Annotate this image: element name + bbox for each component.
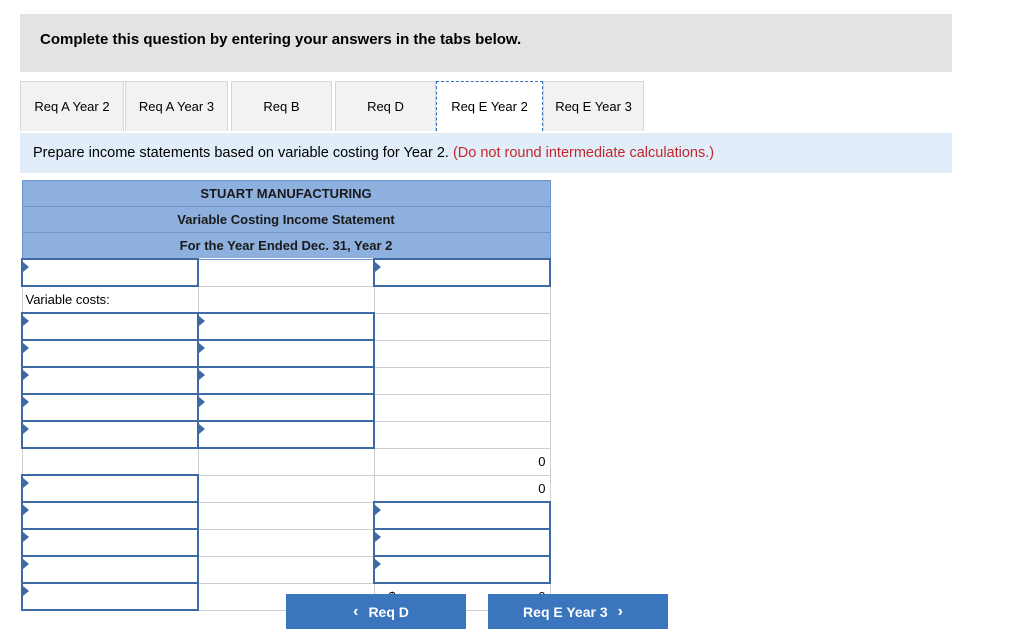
- amount-cell: [198, 286, 374, 313]
- line-item-label-input[interactable]: [22, 259, 198, 286]
- next-button[interactable]: [488, 594, 668, 629]
- income-statement-table: [21, 180, 551, 611]
- amount-input[interactable]: [198, 421, 374, 448]
- total-amount-input[interactable]: [374, 556, 550, 583]
- amount-cell: [374, 394, 550, 421]
- table-row: [22, 475, 550, 502]
- chevron-right-icon: ›: [617, 602, 623, 620]
- table-row: [22, 367, 550, 394]
- line-item-label-input[interactable]: [22, 583, 198, 610]
- line-item-label-input[interactable]: [22, 475, 198, 502]
- table-row: [22, 448, 550, 475]
- table-row: [22, 529, 550, 556]
- table-row: [22, 502, 550, 529]
- amount-input[interactable]: [198, 367, 374, 394]
- line-item-label-input[interactable]: [22, 313, 198, 340]
- total-amount-input[interactable]: [374, 259, 550, 286]
- next-button-label: Req E Year 3: [523, 603, 608, 620]
- instruction-text: Complete this question by entering your answers in the tabs below.: [40, 31, 522, 48]
- line-item-label-input[interactable]: [22, 502, 198, 529]
- tab-req-a-year-2[interactable]: Req A Year 2: [20, 81, 124, 131]
- tab-req-b[interactable]: Req B: [231, 81, 332, 131]
- amount-cell: [198, 448, 374, 475]
- contribution-margin-value: 0: [374, 475, 550, 502]
- amount-input[interactable]: [198, 313, 374, 340]
- amount-input[interactable]: [198, 340, 374, 367]
- line-item-label-input[interactable]: [22, 340, 198, 367]
- amount-cell: [198, 529, 374, 556]
- amount-cell: [374, 367, 550, 394]
- total-amount-input[interactable]: [374, 502, 550, 529]
- total-variable-costs-value: 0: [374, 448, 550, 475]
- table-row: [22, 340, 550, 367]
- amount-cell: [198, 556, 374, 583]
- amount-cell: [198, 475, 374, 502]
- prompt-bar: [20, 133, 952, 173]
- table-row: [22, 421, 550, 448]
- amount-cell: [374, 313, 550, 340]
- total-amount-input[interactable]: [374, 529, 550, 556]
- company-name: STUART MANUFACTURING: [22, 181, 550, 207]
- line-item-label-input[interactable]: [22, 421, 198, 448]
- line-item-label-input[interactable]: [22, 367, 198, 394]
- tab-req-d[interactable]: Req D: [335, 81, 436, 131]
- prompt-text: [33, 145, 714, 161]
- amount-cell: [198, 502, 374, 529]
- prompt-main: Prepare income statements based on variable costing for Year 2.: [33, 145, 449, 161]
- amount-cell: [22, 448, 198, 475]
- table-row: [22, 313, 550, 340]
- amount-input[interactable]: [198, 394, 374, 421]
- statement-period: For the Year Ended Dec. 31, Year 2: [22, 233, 550, 260]
- table-row: [22, 259, 550, 286]
- tab-req-a-year-3[interactable]: Req A Year 3: [125, 81, 228, 131]
- amount-cell: [198, 259, 374, 286]
- amount-cell: [374, 340, 550, 367]
- table-row: [22, 556, 550, 583]
- instruction-bar: [20, 14, 952, 72]
- tab-req-e-year-3[interactable]: Req E Year 3: [543, 81, 644, 131]
- table-row: [22, 394, 550, 421]
- variable-costs-label: Variable costs:: [22, 286, 198, 313]
- table-row: [22, 286, 550, 313]
- chevron-left-icon: ‹: [353, 602, 359, 620]
- line-item-label-input[interactable]: [22, 394, 198, 421]
- amount-cell: [374, 421, 550, 448]
- tab-req-e-year-2[interactable]: Req E Year 2: [436, 81, 543, 131]
- statement-title: Variable Costing Income Statement: [22, 207, 550, 233]
- prompt-note: (Do not round intermediate calculations.): [452, 145, 715, 161]
- prev-button-label: Req D: [368, 603, 409, 620]
- prev-button[interactable]: [286, 594, 466, 629]
- amount-cell: [374, 286, 550, 313]
- line-item-label-input[interactable]: [22, 529, 198, 556]
- line-item-label-input[interactable]: [22, 556, 198, 583]
